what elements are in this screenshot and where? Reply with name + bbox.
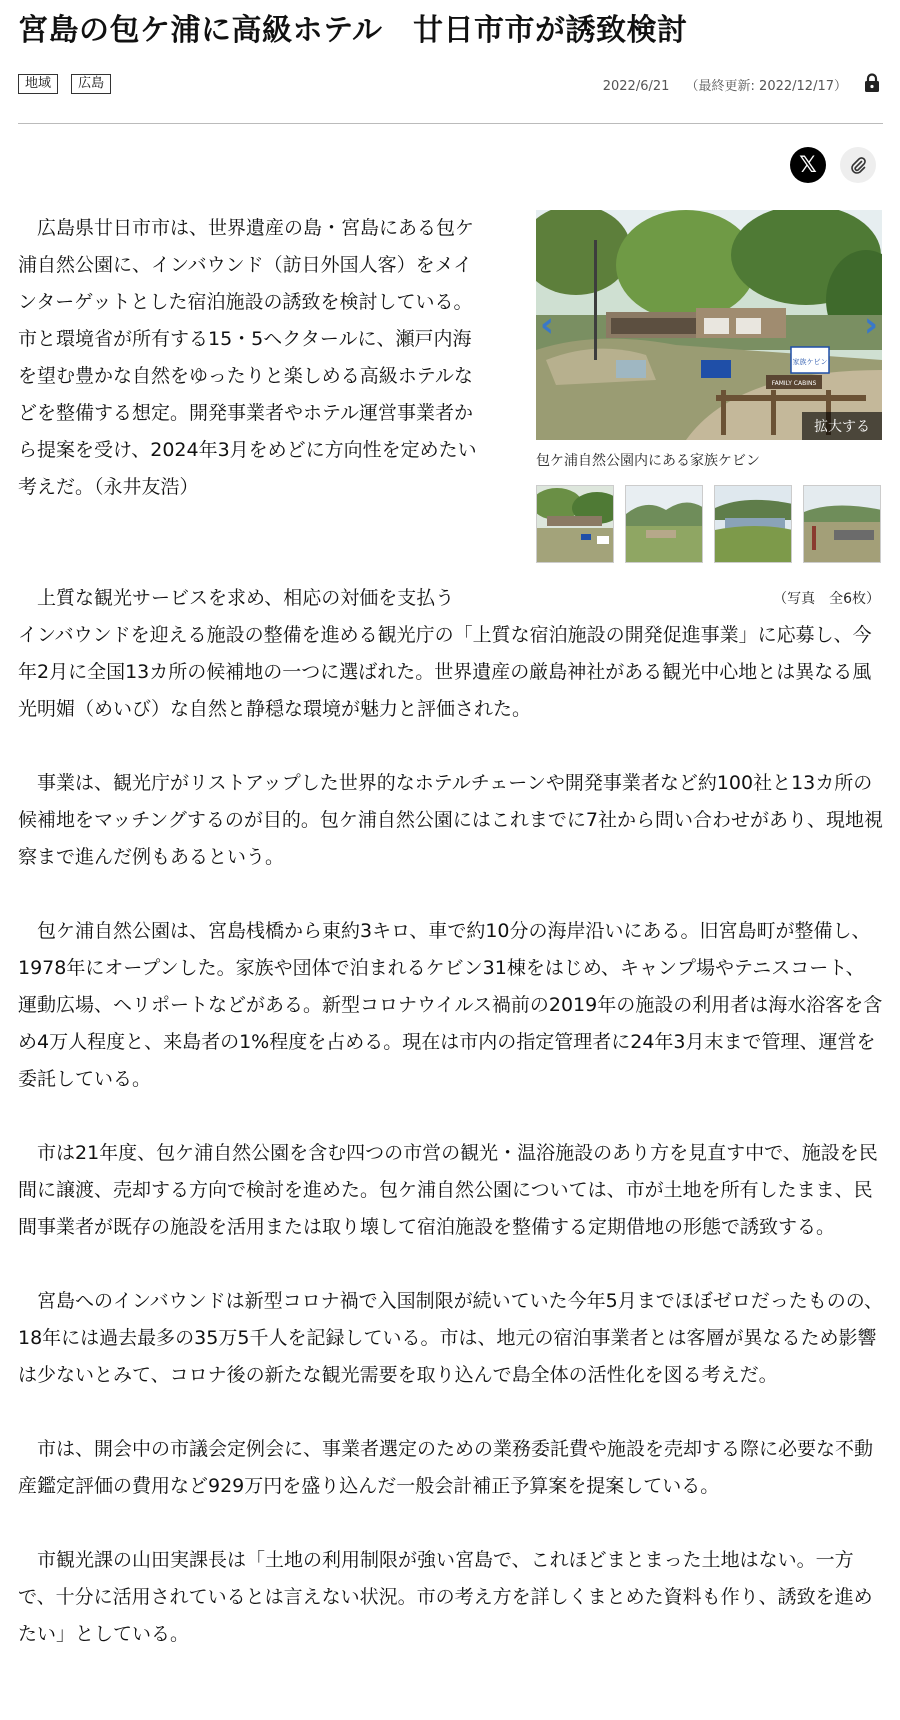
paragraph: 事業は、観光庁がリストアップした世界的なホテルチェーンや開発事業者など約100社と13カ所の候補地をマッチングするのが目的。包ケ浦自然公園にはこれまでに7社から問い合わせがあり、現地視察まで進んだ例もあるという。 (18, 772, 884, 868)
tag-region[interactable]: 地域 (18, 74, 58, 94)
article-meta (18, 72, 883, 98)
share-x-button[interactable] (790, 147, 826, 183)
paragraph: 上質な観光サービスを求め、相応の対価を支払うインバウンドを迎える施設の整備を進める観光庁の「上質な宿泊施設の開発促進事業」に応募し、今年2月に全国13カ所の候補地の一つに選ばれた。世界遺産の厳島神社がある観光中心地とは異なる風光明媚（めいび）な自然と静穏な環境が魅力と評価された。 (18, 587, 872, 720)
thumbnail-1[interactable] (536, 485, 614, 563)
paragraph: 市は21年度、包ケ浦自然公園を含む四つの市営の観光・温浴施設のあり方を見直す中で、施設を民間に譲渡、売却する方向で検討を進めた。包ケ浦自然公園については、市が土地を所有したまま、民間事業者が既存の施設を活用または取り壊して宿泊施設を整備する定期借地の形態で誘致する。 (18, 1142, 878, 1238)
photo-count: （写真 全6枚） (773, 591, 880, 607)
publish-date: 2022/6/21 (602, 79, 670, 94)
x-icon: 𝕏 (799, 152, 817, 178)
lock-icon (863, 73, 881, 93)
paragraph: 市観光課の山田実課長は「土地の利用制限が強い宮島で、これほどまとまった土地はない。一方で、十分に活用されているとは言えない状況。市の考え方を詳しくまとめた資料も作り、誘致を進めたい」としている。 (18, 1549, 873, 1645)
photo-caption: 包ケ浦自然公園内にある家族ケビン (536, 453, 760, 469)
updated-date: （最終更新: 2022/12/17） (685, 79, 847, 94)
article-lead: 広島県廿日市市は、世界遺産の島・宮島にある包ケ浦自然公園に、インバウンド（訪日外国人客）をメインターゲットとした宿泊施設の誘致を検討している。市と環境省が所有する15・5ヘクタールに、瀬戸内海を望む豊かな自然をゆったりと楽しめる高級ホテルなどを整備する想定。開発事業者やホテル運営事業者から提案を受け、2024年3月をめどに方向性を定めたい考えだ。（永井友浩） (18, 217, 477, 498)
sign2-text: FAMILY CABINS (771, 380, 817, 387)
thumbnail-3[interactable] (714, 485, 792, 563)
header-divider (18, 123, 883, 124)
article-headline: 宮島の包ケ浦に高級ホテル 廿日市市が誘致検討 (18, 13, 688, 48)
main-photo[interactable] (536, 210, 882, 440)
paragraph: 宮島へのインバウンドは新型コロナ禍で入国制限が続いていた今年5月までほぼゼロだったものの、18年には過去最多の35万5千人を記録している。市は、地元の宿泊事業者とは客層が異なるため影響は少ないとみて、コロナ後の新たな観光需要を取り込んで島全体の活性化を図る考えだ。 (18, 1290, 884, 1386)
zoom-button[interactable]: 拡大する (802, 412, 882, 440)
tag-hiroshima[interactable]: 広島 (71, 74, 111, 94)
paragraph: 市は、開会中の市議会定例会に、事業者選定のための業務委託費や施設を売却する際に必要な不動産鑑定評価の費用など929万円を盛り込んだ一般会計補正予算案を提案している。 (18, 1438, 874, 1497)
article-body (18, 580, 883, 1690)
paperclip-icon (848, 155, 868, 175)
sign-text: 家族ケビン (792, 358, 828, 366)
paragraph: 包ケ浦自然公園は、宮島桟橋から東約3キロ、車で約10分の海岸沿いにある。旧宮島町が整備し、1978年にオープンした。家族や団体で泊まれるケビン31棟をはじめ、キャンプ場やテニスコート、運動広場、ヘリポートなどがある。新型コロナウイルス禍前の2019年の施設の利用者は海水浴客を含め4万人程度と、来島者の1%程度を占める。現在は市内の指定管理者に24年3月末まで管理、運営を委託している。 (18, 920, 883, 1090)
chevron-right-icon[interactable]: › (863, 305, 878, 345)
thumbnail-2[interactable] (625, 485, 703, 563)
chevron-left-icon[interactable]: ‹ (540, 305, 555, 345)
photo-cabins-image (536, 210, 882, 440)
copy-link-button[interactable] (840, 147, 876, 183)
photo-thumbnails (536, 485, 882, 563)
thumbnail-4[interactable] (803, 485, 881, 563)
article-dates (603, 75, 847, 94)
